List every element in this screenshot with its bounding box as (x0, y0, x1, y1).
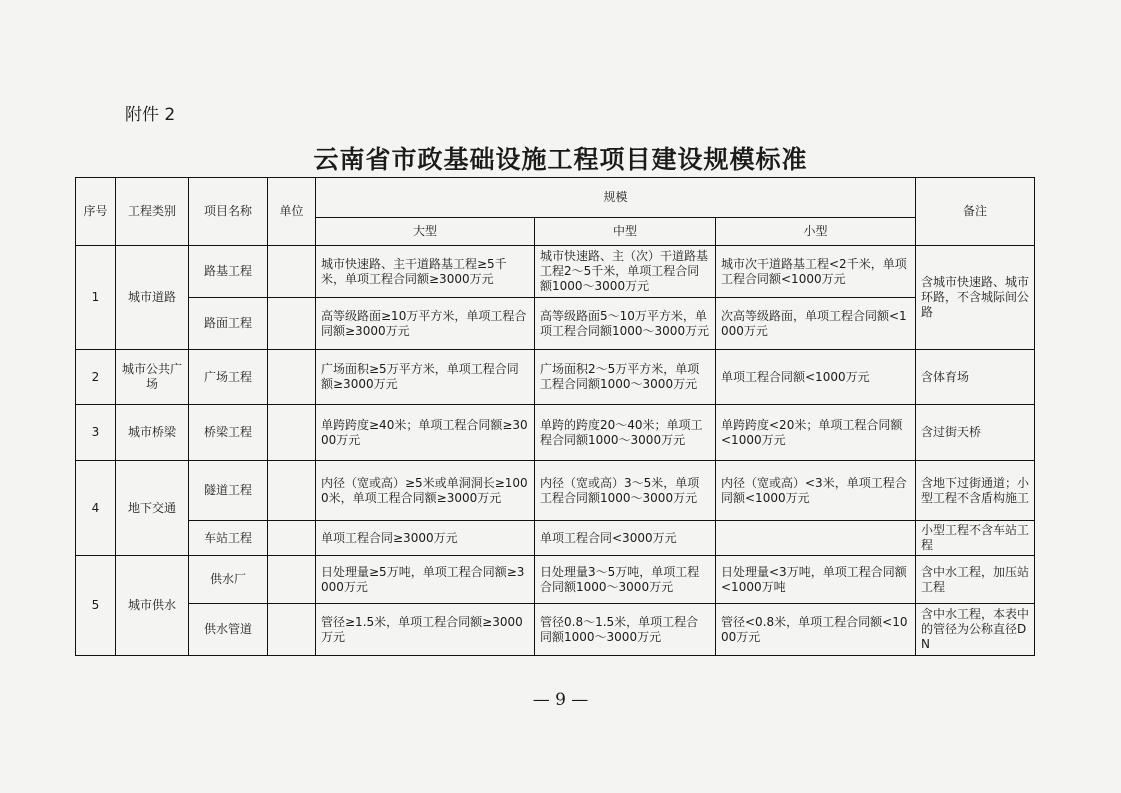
row-category: 城市道路 (116, 246, 189, 350)
row-large: 内径（宽或高）≥5米或单洞洞长≥1000米，单项工程合同额≥3000万元 (316, 461, 535, 521)
row-large: 城市快速路、主干道路基工程≥5千米，单项工程合同额≥3000万元 (316, 246, 535, 298)
row-large: 广场面积≥5万平方米，单项工程合同额≥3000万元 (316, 350, 535, 405)
row-category: 城市供水 (116, 556, 189, 656)
table-row (76, 350, 1035, 405)
row-small: 城市次干道路基工程<2千米，单项工程合同额<1000万元 (716, 246, 916, 298)
header-seq: 序号 (76, 178, 116, 246)
header-scale: 规模 (316, 178, 916, 218)
row-large: 日处理量≥5万吨，单项工程合同额≥3000万元 (316, 556, 535, 604)
row-small: 管径<0.8米，单项工程合同额<1000万元 (716, 604, 916, 656)
row-unit (268, 405, 316, 461)
row-unit (268, 350, 316, 405)
scale-standard-table (75, 177, 1035, 656)
document-title: 云南省市政基础设施工程项目建设规模标准 (313, 145, 808, 174)
row-seq: 2 (76, 350, 116, 405)
table-row (76, 556, 1035, 604)
row-small: 日处理量<3万吨，单项工程合同额<1000万吨 (716, 556, 916, 604)
header-unit: 单位 (268, 178, 316, 246)
table-row (76, 461, 1035, 521)
row-medium: 单项工程合同<3000万元 (535, 521, 716, 556)
row-unit (268, 461, 316, 521)
row-unit (268, 298, 316, 350)
row-small: 次高等级路面，单项工程合同额<1000万元 (716, 298, 916, 350)
row-large: 管径≥1.5米，单项工程合同额≥3000万元 (316, 604, 535, 656)
table-row (76, 246, 1035, 298)
row-notes: 含体育场 (916, 350, 1035, 405)
attachment-label: 附件 2 (125, 105, 176, 125)
row-seq: 3 (76, 405, 116, 461)
row-medium: 管径0.8～1.5米，单项工程合同额1000～3000万元 (535, 604, 716, 656)
row-medium: 内径（宽或高）3～5米，单项工程合同额1000～3000万元 (535, 461, 716, 521)
header-medium: 中型 (535, 218, 716, 246)
row-project: 供水管道 (189, 604, 268, 656)
table-row (76, 604, 1035, 656)
row-notes: 含地下过街通道；小型工程不含盾构施工 (916, 461, 1035, 521)
row-small: 内径（宽或高）<3米，单项工程合同额<1000万元 (716, 461, 916, 521)
header-notes: 备注 (916, 178, 1035, 246)
row-project: 车站工程 (189, 521, 268, 556)
table-row (76, 298, 1035, 350)
header-project: 项目名称 (189, 178, 268, 246)
header-category: 工程类别 (116, 178, 189, 246)
row-seq: 5 (76, 556, 116, 656)
row-notes: 含城市快速路、城市环路，不含城际间公路 (916, 246, 1035, 350)
row-large: 单跨跨度≥40米；单项工程合同额≥3000万元 (316, 405, 535, 461)
row-category: 城市桥梁 (116, 405, 189, 461)
table-row (76, 405, 1035, 461)
row-project: 广场工程 (189, 350, 268, 405)
row-project: 路基工程 (189, 246, 268, 298)
row-small: 单项工程合同额<1000万元 (716, 350, 916, 405)
row-large: 单项工程合同≥3000万元 (316, 521, 535, 556)
row-project: 桥梁工程 (189, 405, 268, 461)
row-small (716, 521, 916, 556)
row-unit (268, 521, 316, 556)
row-unit (268, 604, 316, 656)
header-large: 大型 (316, 218, 535, 246)
row-medium: 高等级路面5～10万平方米，单项工程合同额1000～3000万元 (535, 298, 716, 350)
row-project: 供水厂 (189, 556, 268, 604)
row-project: 路面工程 (189, 298, 268, 350)
row-project: 隧道工程 (189, 461, 268, 521)
table-row (76, 521, 1035, 556)
row-medium: 广场面积2～5万平方米，单项工程合同额1000～3000万元 (535, 350, 716, 405)
row-category: 城市公共广场 (116, 350, 189, 405)
row-seq: 1 (76, 246, 116, 350)
row-notes: 含中水工程，本表中的管径为公称直径DN (916, 604, 1035, 656)
row-large: 高等级路面≥10万平方米，单项工程合同额≥3000万元 (316, 298, 535, 350)
row-notes: 小型工程不含车站工程 (916, 521, 1035, 556)
row-notes: 含中水工程，加压站工程 (916, 556, 1035, 604)
row-medium: 单跨的跨度20～40米；单项工程合同额1000～3000万元 (535, 405, 716, 461)
header-small: 小型 (716, 218, 916, 246)
row-small: 单跨跨度<20米；单项工程合同额<1000万元 (716, 405, 916, 461)
row-category: 地下交通 (116, 461, 189, 556)
row-seq: 4 (76, 461, 116, 556)
row-medium: 日处理量3～5万吨，单项工程合同额1000～3000万元 (535, 556, 716, 604)
row-medium: 城市快速路、主（次）干道路基工程2～5千米，单项工程合同额1000～3000万元 (535, 246, 716, 298)
row-unit (268, 246, 316, 298)
row-unit (268, 556, 316, 604)
page-number: — 9 — (532, 690, 589, 710)
row-notes: 含过街天桥 (916, 405, 1035, 461)
